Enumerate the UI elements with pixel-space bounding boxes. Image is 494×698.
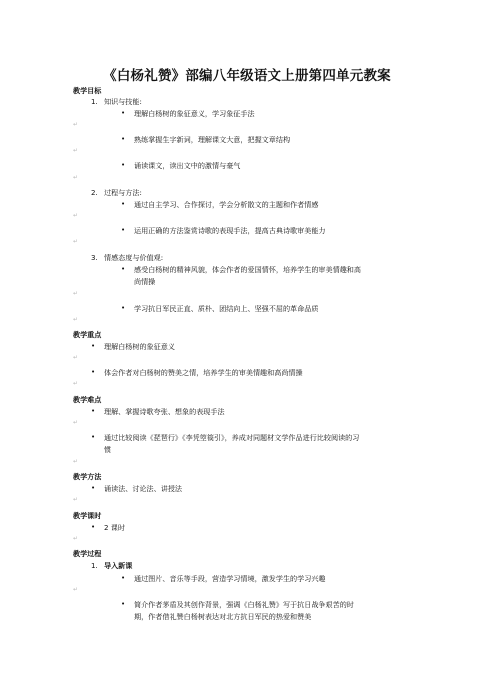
section-heading-goals: 教学目标 [73,86,102,95]
paragraph-mark: ↵ [73,238,79,245]
list-item-continuation: 期，作者借礼赞白杨树表达对北方抗日军民的热爱和赞美 [134,612,312,621]
section-heading-periods: 教学课时 [73,511,102,520]
paragraph-mark: ↵ [73,586,79,593]
list-item: • 诵读课文，读出文中的激情与豪气 [134,161,240,170]
subheading-intro: 导入新课 [104,561,133,570]
paragraph-mark: ↵ [73,380,79,387]
list-item: • 2 课时 [104,523,125,532]
list-item: • 理解白杨树的象征意义，学习象征手法 [134,109,255,118]
paragraph-mark: ↵ [73,419,79,426]
paragraph-mark: ↵ [73,174,79,181]
list-number: 2. [91,188,98,197]
list-item: • 熟练掌握生字新词，理解课文大意，把握文章结构 [134,135,290,144]
list-item: • 理解、掌握诗歌夸张、想象的表现手法 [104,407,225,416]
paragraph-mark: ↵ [73,290,79,297]
list-item: • 理解白杨树的象征意义 [104,342,175,351]
section-heading-methods: 教学方法 [73,472,102,481]
list-item-continuation: 尚情操 [134,277,156,286]
document-title: 《白杨礼赞》部编八年级语文上册第四单元教案 [103,68,391,84]
list-item: • 通过比较阅读《琵琶行》《李凭箜篌引》，养成对同题材文学作品进行比较阅读的习 [104,433,359,442]
section-heading-keypoints: 教学重点 [73,330,102,339]
paragraph-mark: ↵ [73,212,79,219]
list-number: 1. [91,561,98,570]
list-item: • 运用正确的方法鉴赏诗歌的表现手法，提高古典诗歌审美能力 [134,226,326,235]
list-item: • 通过自主学习、合作探讨，学会分析散文的主题和作者情感 [134,200,318,209]
list-item: • 体会作者对白杨树的赞美之情，培养学生的审美情趣和高尚情操 [104,368,303,377]
list-item: • 学习抗日军民正直、质朴、团结向上、坚强不屈的革命品质 [134,304,318,313]
paragraph-mark: ↵ [73,316,79,323]
subheading-attitude: 情感态度与价值观: [104,253,164,262]
paragraph-mark: ↵ [73,496,79,503]
section-heading-process: 教学过程 [73,549,102,558]
paragraph-mark: ↵ [73,147,79,154]
paragraph-mark: ↵ [73,354,79,361]
section-heading-difficulties: 教学难点 [73,395,102,404]
list-number: 1. [91,97,98,106]
subheading-process: 过程与方法: [104,188,142,197]
list-item: • 通过图片、音乐等手段，营造学习情境，激发学生的学习兴趣 [134,574,326,583]
paragraph-mark: ↵ [73,535,79,542]
subheading-knowledge: 知识与技能: [104,97,142,106]
list-item: • 简介作者茅盾及其创作背景，强调《白杨礼赞》写于抗日战争艰苦的时 [134,600,354,609]
paragraph-mark: ↵ [73,121,79,128]
list-item: • 感受白杨树的精神风貌，体会作者的爱国情怀，培养学生的审美情趣和高 [134,265,361,274]
list-number: 3. [91,253,98,262]
paragraph-mark: ↵ [73,458,79,465]
list-item: • 诵读法、讨论法、讲授法 [104,484,182,493]
list-item-continuation: 惯 [104,445,112,454]
